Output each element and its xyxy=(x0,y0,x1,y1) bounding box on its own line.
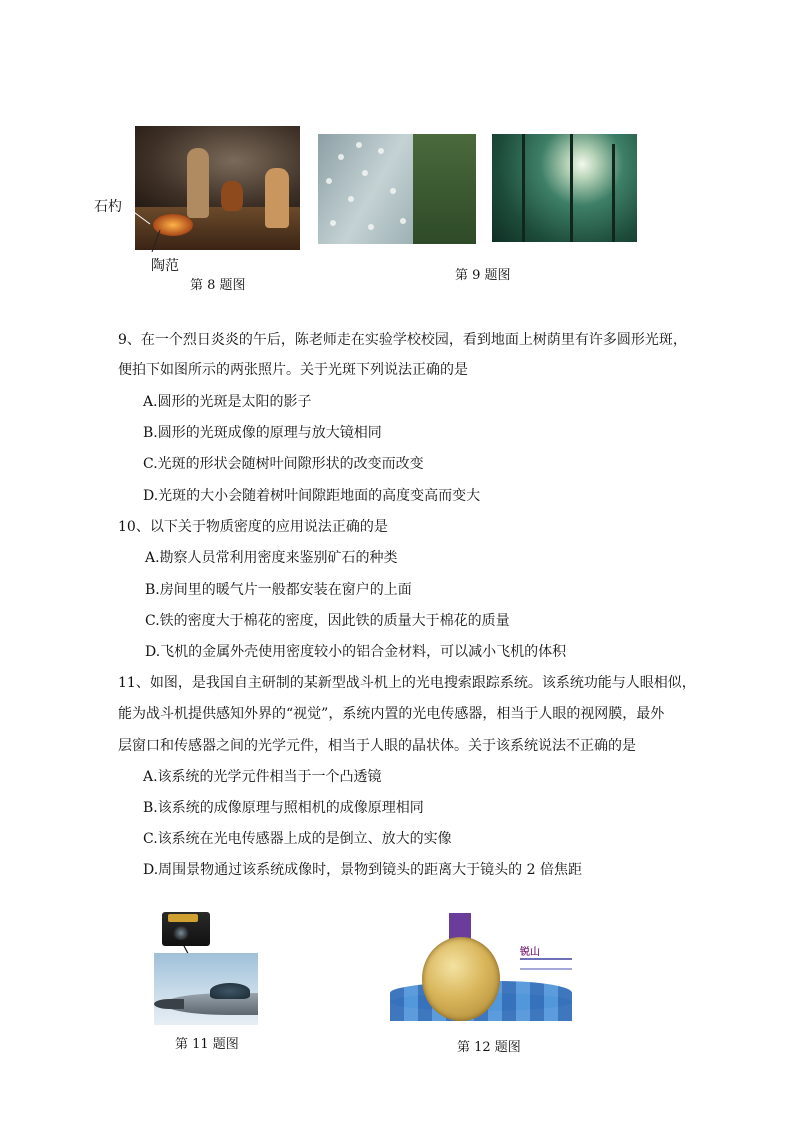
q10-option-d: D.飞机的金属外壳使用密度较小的铝合金材料，可以减小飞机的体积 xyxy=(145,644,567,660)
fig11-sensor-camera-image xyxy=(162,912,210,946)
fig8-caption: 第 8 题图 xyxy=(190,278,246,293)
fig12-medal-image xyxy=(390,913,572,1021)
q11-option-c: C.该系统在光电传感器上成的是倒立、放大的实像 xyxy=(143,831,452,847)
q11-stem-line2: 能为战斗机提供感知外界的“视觉”，系统内置的光电传感器，相当于人眼的视网膜，最外 xyxy=(118,706,665,722)
fig8-label-ladle: 石杓 xyxy=(94,199,122,215)
fig8-label-pot: 陶范 xyxy=(151,258,179,274)
q11-option-a: A.该系统的光学元件相当于一个凸透镜 xyxy=(143,769,382,785)
q10-option-c: C.铁的密度大于棉花的密度，因此铁的质量大于棉花的质量 xyxy=(145,613,510,629)
q9-option-a: A.圆形的光斑是太阳的影子 xyxy=(143,394,312,410)
fig8-pointer-lines xyxy=(120,190,180,260)
fig12-logo-text: 锐山 xyxy=(520,947,540,958)
figure-9-path-photo xyxy=(318,134,476,244)
q10-option-b: B.房间里的暖气片一般都安装在窗户的上面 xyxy=(145,582,412,598)
q9-option-d: D.光斑的大小会随着树叶间隙距地面的高度变高而变大 xyxy=(143,488,481,504)
q11-stem-line1: 11、如图，是我国自主研制的某新型战斗机上的光电搜索跟踪系统。该系统功能与人眼相似， xyxy=(118,675,696,691)
q10-option-a: A.勘察人员常利用密度来鉴别矿石的种类 xyxy=(145,550,398,566)
figure-9-trees-photo xyxy=(492,134,637,242)
fig11-caption: 第 11 题图 xyxy=(175,1037,239,1052)
q11-stem-line3: 层窗口和传感器之间的光学元件，相当于人眼的晶状体。关于该系统说法不正确的是 xyxy=(118,738,636,754)
q11-option-b: B.该系统的成像原理与照相机的成像原理相同 xyxy=(143,800,424,816)
fig11-fighter-jet-image xyxy=(154,953,258,1025)
q9-option-c: C.光斑的形状会随树叶间隙形状的改变而改变 xyxy=(143,456,424,472)
q10-stem: 10、以下关于物质密度的应用说法正确的是 xyxy=(118,519,388,535)
q9-stem-line1: 9、在一个烈日炎炎的午后，陈老师走在实验学校校园，看到地面上树荫里有许多圆形光斑， xyxy=(118,332,687,348)
q9-option-b: B.圆形的光斑成像的原理与放大镜相同 xyxy=(143,425,382,441)
fig9-caption: 第 9 题图 xyxy=(455,268,511,283)
q9-stem-line2: 便拍下如图所示的两张照片。关于光斑下列说法正确的是 xyxy=(118,362,468,378)
fig12-caption: 第 12 题图 xyxy=(457,1040,521,1055)
q11-option-d: D.周围景物通过该系统成像时，景物到镜头的距离大于镜头的 2 倍焦距 xyxy=(143,862,582,878)
